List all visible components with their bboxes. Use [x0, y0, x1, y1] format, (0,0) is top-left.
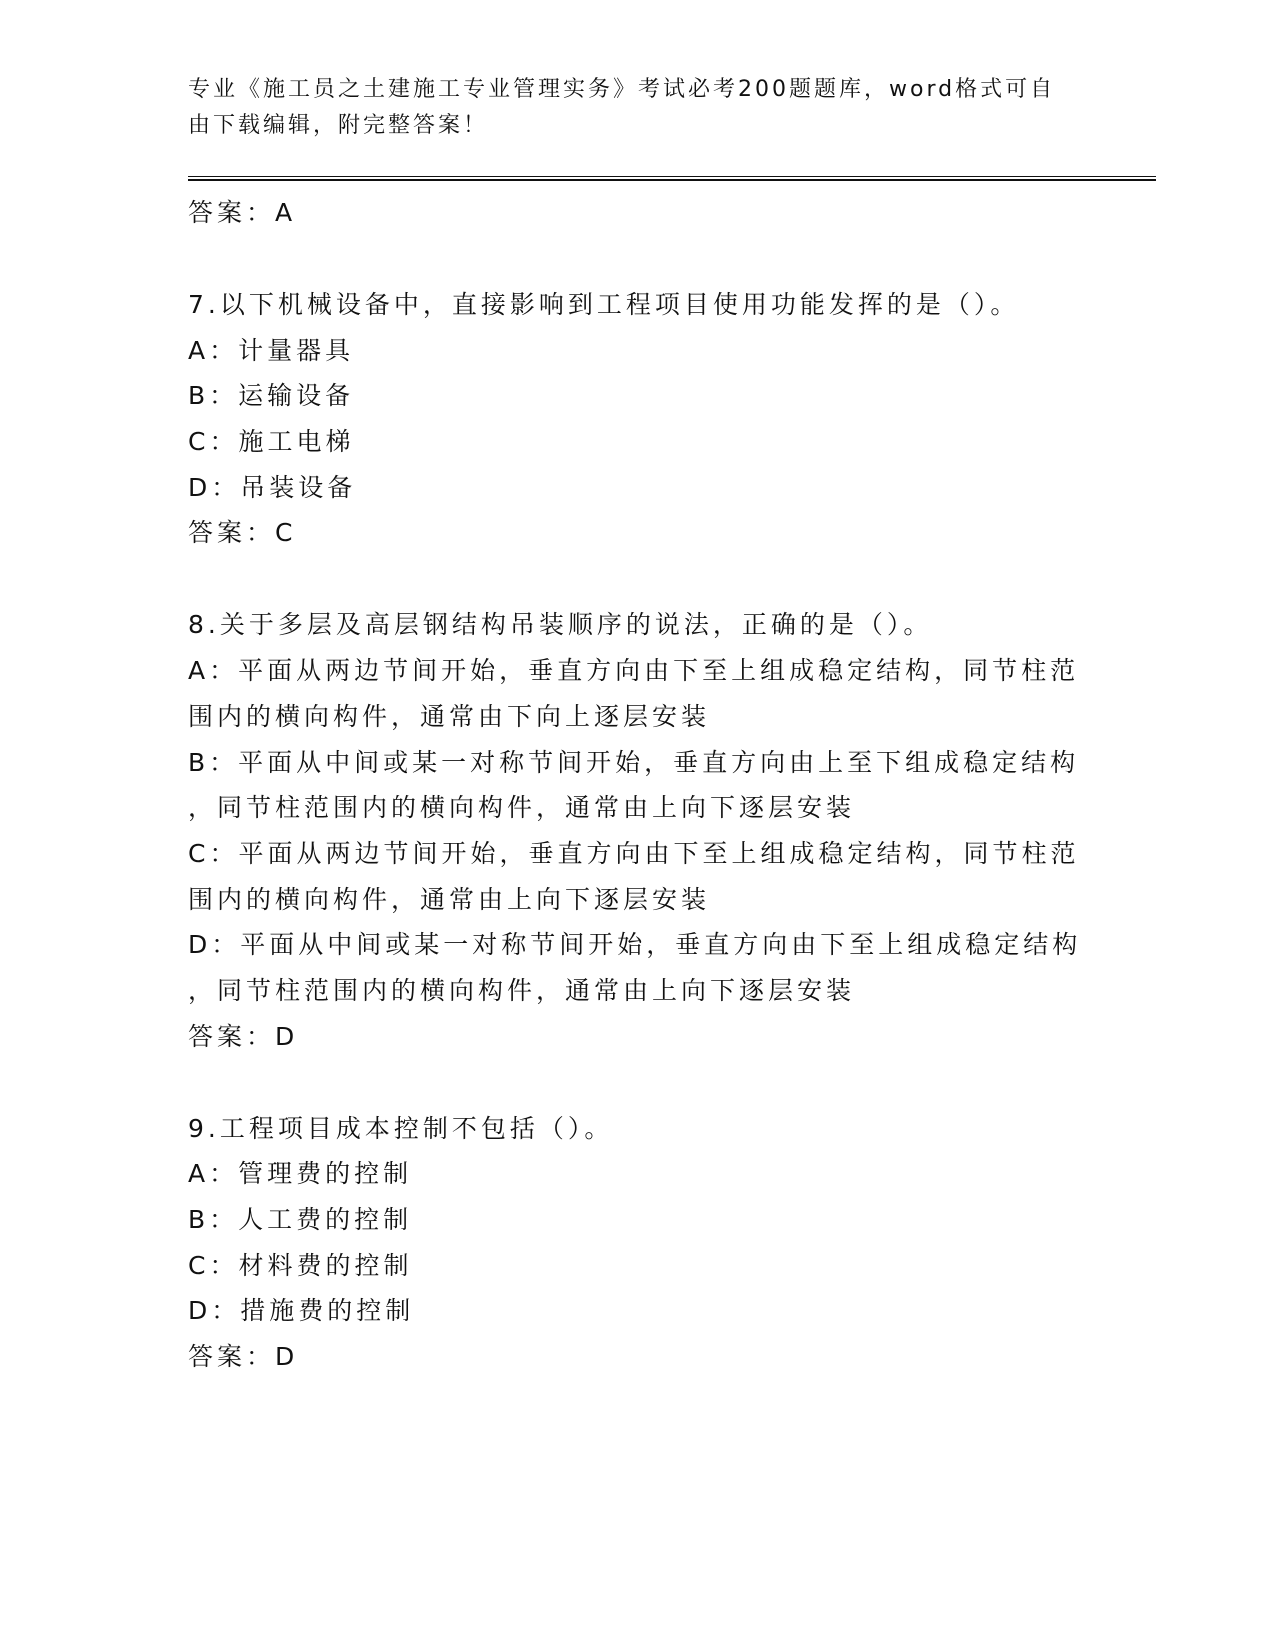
- answer-q9: 答案：D: [188, 1342, 299, 1372]
- question-8: [188, 602, 1088, 1013]
- option-a-line-2: 围内的横向构件，通常由下向上逐层安装: [188, 701, 711, 731]
- document-body: [188, 190, 1088, 1380]
- option-a-line-1: A：平面从两边节间开始，垂直方向由下至上组成稳定结构，同节柱范: [188, 656, 1080, 686]
- option-c: C：材料费的控制: [188, 1250, 413, 1280]
- option-c-line-1: C：平面从两边节间开始，垂直方向由下至上组成稳定结构，同节柱范: [188, 838, 1080, 868]
- option-b: B：运输设备: [188, 381, 355, 411]
- answer-q8: 答案：D: [188, 1021, 299, 1051]
- option-a: A：计量器具: [188, 335, 355, 365]
- question-stem: 9.工程项目成本控制不包括（）。: [188, 1113, 614, 1143]
- option-d: D：吊装设备: [188, 472, 357, 502]
- question-9: [188, 1106, 1088, 1334]
- header-divider: [188, 176, 1156, 181]
- option-b-line-2: ，同节柱范围内的横向构件，通常由上向下逐层安装: [188, 793, 856, 823]
- option-b-line-1: B：平面从中间或某一对称节间开始，垂直方向由上至下组成稳定结构: [188, 747, 1080, 777]
- option-c-line-2: 围内的横向构件，通常由上向下逐层安装: [188, 884, 711, 914]
- question-7: [188, 282, 1088, 510]
- question-stem: 7.以下机械设备中，直接影响到工程项目使用功能发挥的是（）。: [188, 290, 1020, 319]
- option-b: B：人工费的控制: [188, 1205, 413, 1234]
- question-stem: 8.关于多层及高层钢结构吊装顺序的说法，正确的是（）。: [188, 610, 933, 640]
- option-c: C：施工电梯: [188, 427, 355, 457]
- answer-q6: 答案：A: [188, 198, 297, 227]
- answer-q7: 答案：C: [188, 518, 297, 548]
- page-header: 专业《施工员之土建施工专业管理实务》考试必考200题题库，word格式可自由下载编辑，附完整答案！: [188, 77, 1056, 138]
- option-d: D：措施费的控制: [188, 1296, 415, 1326]
- option-d-line-1: D：平面从中间或某一对称节间开始，垂直方向由下至上组成稳定结构: [188, 930, 1082, 960]
- option-d-line-2: ，同节柱范围内的横向构件，通常由上向下逐层安装: [188, 975, 856, 1005]
- option-a: A：管理费的控制: [188, 1159, 413, 1189]
